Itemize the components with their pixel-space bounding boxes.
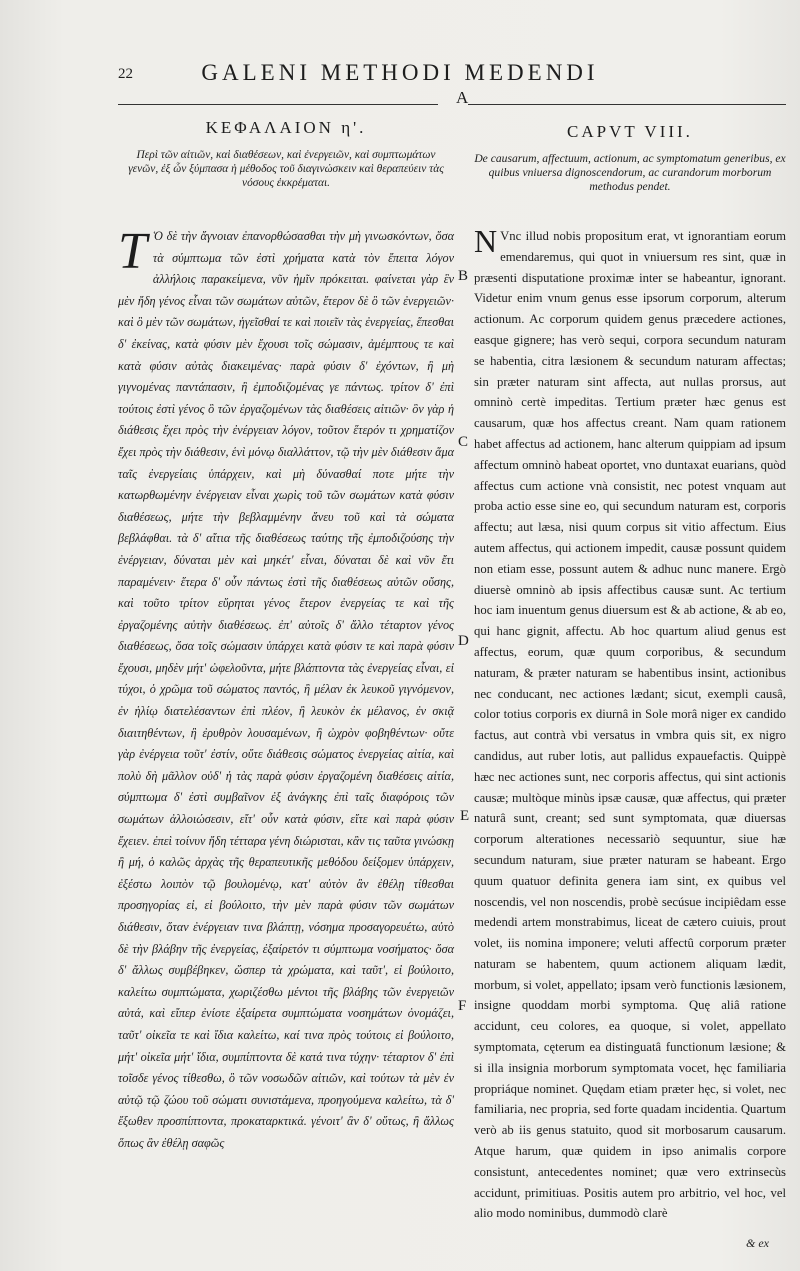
margin-letter-c: C (458, 434, 469, 450)
section-letter-a: A (456, 88, 469, 107)
catchword: & ex (746, 1236, 769, 1250)
greek-chapter-summary: Περὶ τῶν αἰτιῶν, καὶ διαθέσεων, καὶ ἐνεργειῶν, καὶ συμπτωμάτων γενῶν, ἐξ ὧν ξύμπασα ἡ μέθοδος τοῦ διαγινώσκειν καὶ θεραπεύειν τὰς νόσους ἐκκρέμαται. (128, 149, 444, 189)
running-title: GALENI METHODI MEDENDI (201, 60, 599, 85)
margin-letter-b: B (458, 268, 469, 284)
latin-column (474, 118, 786, 1224)
latin-chapter-title: CAPVT VIII. (567, 122, 693, 141)
latin-drop-cap: N (474, 223, 498, 259)
header-rule-left (118, 104, 438, 105)
header-rule-right (468, 104, 786, 105)
greek-body-content: Ὁ δὲ τὴν ἄγνοιαν ἐπανορθώσασθαι τὴν μὴ γινωσκόντων, ὅσα τὰ σύμπτωμα τῶν ἐστὶ χρήματα κατὰ τὸν ἔπειτα λόγον ἀλλήλοις παρακείμενα, νῦν ἡμῖν πρόκειται. φαίνεται γὰρ ἓν μὲν ἤδη γένος εἶναι τῶν σωμάτων αὐτῶν, ἕτερον δὲ ὃ τῶν ἐνεργειῶν· καὶ ὃ μὲν τῶν σωμάτων, ἡγεῖσθαί τε καὶ ποιεῖν τὰς ἐνεργείας, ἕπεσθαι δ' ἐκείνας, κατὰ φύσιν μὲν ἔχουσι τοῖς σώμασιν, ἀμέμπτους τε καὶ κατὰ φύσιν αὐτὰς διακειμένας· παρὰ φύσιν δ' ἐχόντων, ἢ μὴ γιγνομένας παντάπασιν, ἢ ἐμποδιζομένας γε πάντως. τρίτον δ' ἐπὶ τούτοις ἐστὶ γένος ὃ τῶν ἐργαζομένων τὰς διαθέσεις αἰτιῶν· ὃν γὰρ ἡ διάθεσις ἔχει πρὸς τὴν ἐνέργειαν λόγον, τοῦτον ἕτερόν τι χρηματίζον ἔχει πρὸς τὴν διάθεσιν, ἑνὶ μόνῳ διαλλάττον, τῷ τὴν μὲν διάθεσιν ἅμα ταῖς ἐνεργείαις ὑπάρχειν, καὶ μὴ δύνασθαί ποτε μήτε τὴν κατωρθωμένην ἐνέργειαν εἶναι χωρὶς τοῦ τῶν σωμάτων κατὰ φύσιν διαθέσεως, μήτε τὴν βεβλαμμένην ἄνευ τοῦ καὶ τὰ σώματα βεβλάφθαι. τὰ δ' αἴτια τῆς διαθέσεως ταύτης τῆς ἐμποδιζούσης τὴν ἐνέργειαν, δύναται μὲν καὶ μηκέτ' εἶναι, δύναται δὲ καὶ νῦν ἔτι παραμένειν· ἕτερα δ' οὖν πάντως ἐστὶ τῆς διαθέσεως αὐτῶν οὔσης, καὶ τοῦτο τρίτον εὕρηται γένος ἕτερον ἐνεργείας τε καὶ τῆς ἐργαζομένης αὐτὴν διαθέσεως. ἐπ' αὐτοῖς δ' ἄλλο τέταρτον γένος διαθέσεως, ὅσα τοῖς σώμασιν ὑπάρχει κατὰ φύσιν τε καὶ παρὰ φύσιν ἔχουσι, μηδὲν μήτ' ὠφελοῦντα, μήτε βλάπτοντα τὰς ἐνεργείας εἶναι, εἰ τύχοι, ὁ χρῶμα τοῦ σώματος παντός, ἢ μέλαν ἐκ λευκοῦ γιγνόμενον, ἐν ἡλίῳ διατελέσαντων ἐπὶ πλέον, ἢ λευκὸν ἐκ μέλανος, ἐν σκιᾷ διαιτηθέντων, ἢ ἐρυθρὸν λουσαμένων, ἢ ὠχρὸν φοβηθέντων· οὔτε γὰρ ἐνέργεια τοῦτ' ἐστίν, οὔτε διάθεσις σώματος ἐνεργείας αἰτία, καὶ πολὺ δὴ μᾶλλον οὐδ' ἡ τὰς παρὰ φύσιν ἐργαζομένη διαθέσεις αἰτία, σύμπτωμα δ' ἐστὶ συμβαῖνον ἐξ ἀνάγκης ἐπὶ ταῖς διαφόροις τῶν σωμάτων ἀλλοιώσεσιν, εἴτ' οὖν κατὰ φύσιν, εἴτε καὶ παρὰ φύσιν ἔχειεν. ἐπεὶ τοίνυν ἤδη τέτταρα γένη διώρισται, κἂν τις ταῦτα γινώσκῃ ἢ μή, ὁ καλῶς ἀρχὰς τῆς θεραπευτικῆς μεθόδου δείξομεν ὑπάρχειν, ἐξέστω λοιπὸν τῷ βουλομένῳ, κατ' αὐτὸν ἂν ἐθέλῃ τίθεσθαι προσηγορίας εἰ, εἰ βούλοιτο, τὴν μὲν παρὰ φύσιν τῶν σωμάτων διάθεσιν, ὅταν ἐνέργειαν τινα βλάπτῃ, νόσημα προσαγορευέτω, αὐτὸ δὲ τὴν βλάβην τῆς ἐνεργείας, ἐξαίρετόν τι σύμπτωμα νοσήματος· ὅσα δ' ἄλλως συμβέβηκεν, ὥσπερ τὰ χρώματα, καὶ ταῦτ', εἰ βούλοιτο, καλείτω συμπτώματα, χωριζέσθω μέντοι τῆς βλάβης τῶν ἐνεργειῶν αὐτά, καὶ εἴπερ ἐνίοτε ἐξαίρετα συμπτώματα νοσημάτων ὀνομάζει, ταῦτ' οἰκεῖα τε καὶ ἴδια καλείτω, καί τινα πρὸς τούτοις εἰ βούλοιτο, μήτ' οἰκεῖα μήτ' ἴδια, συμπίπτοντα δὲ κατά τινα τύχην· τέταρτον δ' ἐπὶ τοῖσδε γένος τίθεσθω, ὃ τῶν νοσωδῶν αἰτιῶν, καὶ τούτων τὰ μὲν ἐν αὐτῷ τῷ ζώου τοῦ σώματι συνιστάμενα, προηγούμενα καλείτω, τὰ δ' ἔξωθεν προσπίπτοντα, προκαταρκτικά. γένοιτ' ἂν δ' οὕτως, ἢ ἄλλως ὅπως ἂν ἐθέλῃ σαφῶς (118, 229, 454, 1150)
latin-body-text (474, 223, 786, 1224)
latin-body-content: Vnc illud nobis propositum erat, vt ignorantiam eorum emendaremus, qui quot in vniuersum res sint, quæ in præsenti disputatione proximæ inter se habeantur, ignorant. Videtur enim vnum genus esse ipsorum corporum, alterum actionum. Ac corporum quidem genus præcedere actiones, easque gignere; has verò sequi, corpora secundum naturam se habentia, citra læsionem & secundum naturam affectas; sin præter naturam sint affecta, aut nullas prorsus, aut omninò certè impeditas. Tertium præter hæc genus est causarum, quæ hos affectus creant. Nam quam rationem habet affectus ad actionem, hanc alterum quippiam ad ipsum affectum omninò habeat oportet, vno duntaxat euarians, quòd affectus cum actione vnà consistit, nec potest vnquam aut proba actio esse sine eo, qui secundum naturam est, corporis affectu; aut læsa, nisi quum corpus sit vitio affectum. Eius autem affectus, qui actionem impedit, causæ possunt quidem non etiam esse, possunt autem & adhuc nunc manere. Ergò diuersè omninò ab ipsis affectibus causæ sunt. Ac tertium hoc iam inuentum genus diuersum est & ab actione, & ab eo, qui hanc gignit, affectu. Ab hoc quartum aliud genus est affectus, eorum, quæ quum corporibus, & secundum naturam, & præter naturam se habentibus insint, actionibus nec conducant, nec actiones lædant; sicut, exempli causâ, color totius corporis ex diurnâ in Sole morâ niger ex candido factus, aut contrà vbi versatus in vmbra quis sit, ex nigro candidus, aut ruber lotis, aut pallidus expauefactis. Quippè hæc nec actiones sunt, nec corporis affectus, qui sint actionis causæ; multòque minùs ipsæ causæ, quæ affectus, qui præter naturâ sunt, creant; sed sunt symptomata, quæ diuersas corporum alterationes necessariò sequuntur, siue hæ secundum naturam, siue præter naturam se habeant. Ergo quum quatuor definita genera iam sint, ex quibus vel noscendis, vel non noscendis, probè secúsue incipiêdam esse medendi artem monstrabimus, liceat de cætero cuiuis, prout volet, iis nomina imponere; veluti affectû corporum præter naturam se habentem, quum actionem aliquam lædit, morbum, si volet, appellato; ipsam verò functionis læsionem, insigne quoddam morbi symptoma. Quę aliâ ratione accidunt, ceu colores, ea quoque, si volet, appellato symptomata, cęterum ea distinguatâ functionum læsione; & si illa insignia morborum symptomata vocet, hęc familiaria propriáque nominet. Quędam etiam præter hęc, si volet, nec familiaria, nec propria, sed forte quadam incidentia. Quartum verò ab iis genus statuito, quod sit morbosarum causarum. Atque harum, quæ quidem in ipso animalis corpore consistunt, antecedentes nominet; quæ vero extrinsecùs accidunt, primitiuas. Positis autem pro arbitrio, vel hoc, vel alio modo nominibus, dummodò clarè (474, 229, 786, 1221)
greek-body-text (118, 223, 454, 1155)
greek-column (118, 118, 454, 1155)
latin-chapter-summary: De causarum, affectuum, actionum, ac symptomatum generibus, ex quibus vniuersa dignoscendorum, ac curandorum morborum methodus pendet. (474, 152, 786, 193)
margin-letter-d: D (458, 633, 469, 649)
greek-drop-cap: Τ (118, 223, 147, 280)
greek-chapter-title: ΚΕΦΑΛΑΙΟΝ η'. (205, 118, 367, 137)
page-number: 22 (118, 66, 133, 82)
margin-letter-e: E (460, 808, 470, 824)
margin-letter-f: F (458, 998, 467, 1014)
